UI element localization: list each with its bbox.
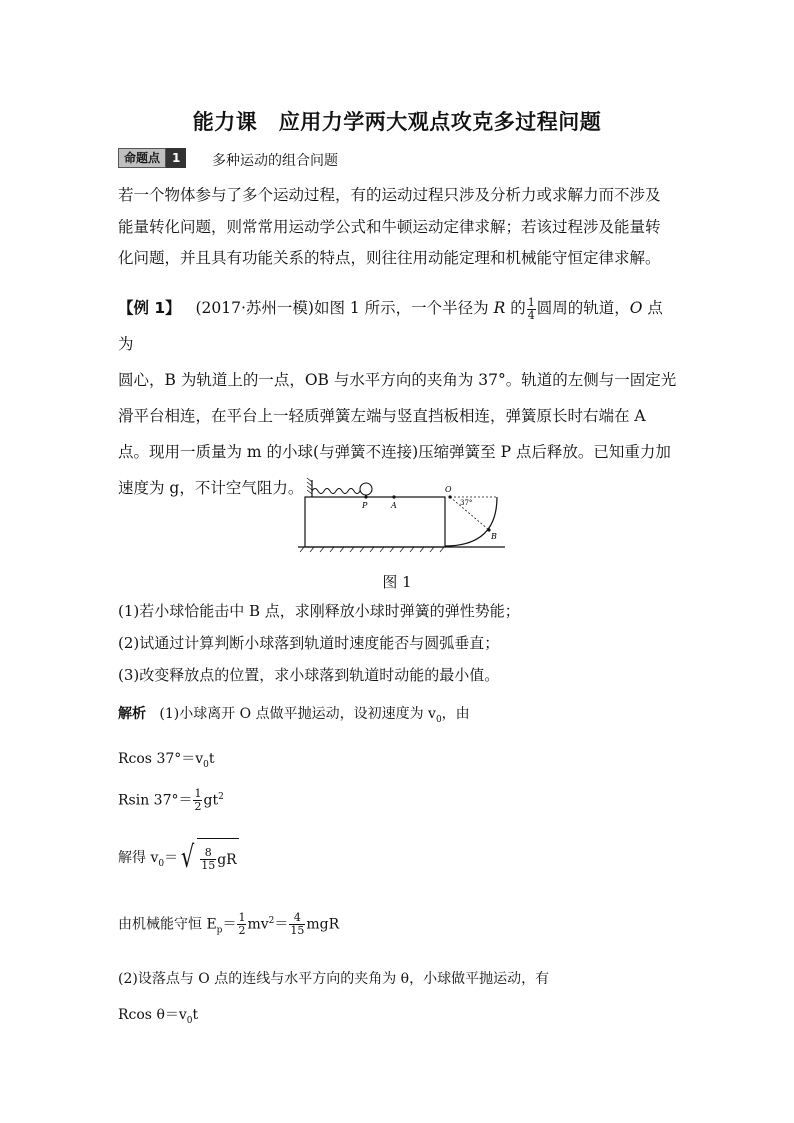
- fraction: [193, 788, 202, 813]
- equation-1: [118, 748, 215, 770]
- subscript: 0: [203, 759, 209, 770]
- point-O: [448, 495, 451, 498]
- example-var: O: [629, 299, 643, 317]
- ball: [360, 483, 372, 495]
- solution-text: ，由: [441, 706, 470, 722]
- equation-text: 由机械能守恒 E: [118, 916, 217, 933]
- fraction: [200, 847, 216, 872]
- intro-line: 若一个物体参与了多个运动过程，有的运动过程只涉及分析力或求解力而不涉及: [118, 186, 661, 204]
- fraction-numerator: 8: [200, 847, 216, 860]
- subscript: 0: [158, 858, 165, 869]
- equation-text: gt: [203, 792, 219, 809]
- fraction-denominator: 2: [238, 924, 246, 937]
- example-text: 点为: [118, 299, 663, 353]
- fraction-denominator: 2: [194, 800, 202, 813]
- solution-tag: 解析: [118, 706, 146, 722]
- equation-5: [118, 1004, 198, 1026]
- fraction-numerator: 1: [527, 295, 535, 309]
- figure-caption: 图 1: [382, 573, 412, 591]
- equation-text: mv: [247, 916, 269, 933]
- equation-text: Rcos 37°＝v: [118, 751, 204, 767]
- equation-text: ＝: [164, 850, 179, 866]
- example-text: 如图 1 所示，一个半径为: [313, 299, 494, 317]
- solution-line-1: [118, 703, 470, 725]
- example-problem: [118, 290, 678, 506]
- equation-4: [118, 912, 339, 937]
- solution-text: (1)小球离开 O 点做平抛运动，设初速度为 v: [159, 706, 436, 722]
- example-text: 圆周的轨道，: [536, 299, 630, 317]
- badge-number: 1: [166, 148, 186, 168]
- example-line-2: 圆心，B 为轨道上的一点，OB 与水平方向的夹角为 37°。轨道的左侧与一固定光: [118, 371, 677, 389]
- example-line-4: 点。现用一质量为 m 的小球(与弹簧不连接)压缩弹簧至 P 点后释放。已知重力加: [118, 443, 671, 461]
- equation-text: t: [208, 751, 215, 767]
- equation-text: mgR: [306, 916, 340, 933]
- equation-text: Rcos θ＝v: [118, 1007, 187, 1023]
- equation-text: gR: [217, 851, 237, 868]
- example-text: 的: [505, 299, 526, 317]
- topic-badge: [118, 148, 186, 168]
- fraction: [527, 297, 536, 322]
- superscript: 2: [218, 791, 224, 802]
- badge-label: 命题点: [118, 148, 166, 168]
- spring: [312, 489, 364, 494]
- label-A: A: [391, 501, 397, 510]
- example-line-3: 滑平台相连，在平台上一轻质弹簧左端与竖直挡板相连，弹簧原长时右端在 A: [118, 407, 646, 425]
- fraction: [237, 912, 246, 937]
- equation-text: 解得 v: [118, 850, 159, 866]
- subscript: 0: [186, 1015, 193, 1026]
- radical-sign: √: [180, 840, 195, 875]
- label-B: B: [491, 532, 497, 541]
- question-3: (3)改变释放点的位置，求小球落到轨道时动能的最小值。: [118, 666, 500, 684]
- point-P: [364, 495, 367, 498]
- subscript: p: [216, 925, 223, 936]
- example-line-5: 速度为 g，不计空气阻力。: [118, 479, 304, 497]
- equation-2: [118, 788, 224, 813]
- equation-text: t: [192, 1007, 199, 1023]
- label-P: P: [362, 501, 368, 510]
- equation-3: [118, 838, 239, 878]
- subscript: 0: [435, 714, 442, 725]
- example-line-1: [118, 290, 678, 362]
- superscript: 2: [268, 915, 275, 926]
- intro-paragraph: [118, 180, 678, 275]
- equation-text: ＝: [274, 916, 289, 933]
- example-var: R: [493, 299, 506, 317]
- intro-line: 能量转化问题，则常常用运动学公式和牛顿运动定律求解；若该过程涉及能量转: [118, 217, 661, 236]
- example-source: (2017·苏州一模): [195, 299, 314, 317]
- fraction-numerator: 1: [194, 787, 202, 800]
- label-angle: 37°: [460, 499, 473, 507]
- example-tag: 【例 1】: [118, 299, 181, 317]
- question-1: (1)若小球恰能击中 B 点，求刚释放小球时弹簧的弹性势能；: [118, 602, 520, 620]
- equation-text: Rsin 37°＝: [118, 792, 193, 809]
- label-O: O: [445, 485, 452, 494]
- fraction-denominator: 15: [201, 859, 216, 872]
- fraction-numerator: 1: [238, 911, 246, 924]
- question-2: (2)试通过计算判断小球落到轨道时速度能否与圆弧垂直；: [118, 634, 500, 652]
- fraction-denominator: 15: [290, 924, 305, 937]
- fraction: [289, 912, 305, 937]
- fraction-denominator: 4: [527, 308, 535, 322]
- radicand: [197, 838, 239, 878]
- equation-text: ＝: [222, 916, 237, 933]
- page-title: 能力课 应用力学两大观点攻克多过程问题: [192, 110, 602, 134]
- figure-diagram: [290, 476, 505, 556]
- solution-line-2: (2)设落点与 O 点的连线与水平方向的夹角为 θ，小球做平抛运动，有: [118, 971, 550, 987]
- square-root: [178, 838, 239, 878]
- intro-line: 化问题，并且具有功能关系的特点，则往往用动能定理和机械能守恒定律求解。: [118, 249, 661, 267]
- section-heading: 多种运动的组合问题: [212, 153, 338, 169]
- point-A: [392, 495, 395, 498]
- fraction-numerator: 4: [289, 912, 305, 925]
